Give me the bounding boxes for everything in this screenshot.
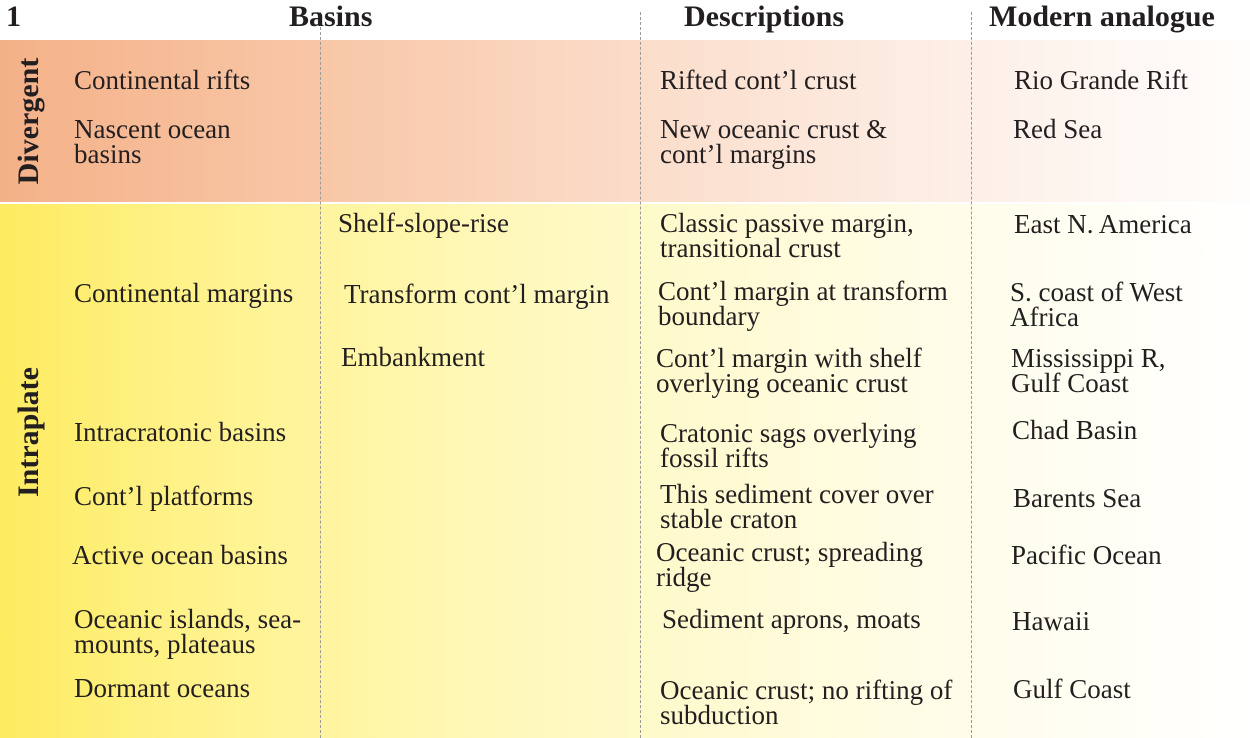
sub-basin-cell: Transform cont’l margin xyxy=(344,279,610,309)
basin-cell: Oceanic islands, sea- mounts, plateaus xyxy=(74,604,302,659)
header-modern-analogue: Modern analogue xyxy=(989,0,1215,33)
analogue-cell: Gulf Coast xyxy=(1013,674,1131,704)
description-cell: Rifted cont’l crust xyxy=(660,65,857,95)
basin-cell: Dormant oceans xyxy=(74,673,251,703)
description-cell: New oceanic crust & cont’l margins xyxy=(660,114,888,169)
analogue-cell: Mississippi R, Gulf Coast xyxy=(1011,343,1166,398)
column-divider-analogue xyxy=(971,12,972,738)
analogue-cell: Hawaii xyxy=(1012,606,1090,636)
analogue-cell: Chad Basin xyxy=(1012,415,1138,445)
description-cell: This sediment cover over stable craton xyxy=(660,479,934,534)
header-descriptions: Descriptions xyxy=(684,0,844,33)
header-basins: Basins xyxy=(289,0,373,33)
analogue-cell: S. coast of West Africa xyxy=(1010,277,1183,332)
basin-cell: Cont’l platforms xyxy=(74,481,254,511)
analogue-cell: Barents Sea xyxy=(1013,483,1142,513)
column-divider-descriptions xyxy=(640,12,641,738)
column-divider-sub xyxy=(320,12,321,738)
basin-cell: Nascent ocean basins xyxy=(74,114,231,169)
analogue-cell: Red Sea xyxy=(1013,114,1103,144)
analogue-cell: East N. America xyxy=(1014,209,1192,239)
description-cell: Oceanic crust; no rifting of subduction xyxy=(660,675,953,730)
description-cell: Cont’l margin at transform boundary xyxy=(658,276,948,331)
group-label-intraplate: Intraplate xyxy=(12,367,45,497)
basin-cell: Active ocean basins xyxy=(72,540,288,570)
figure-number: 1 xyxy=(6,0,21,33)
sub-basin-cell: Shelf-slope-rise xyxy=(338,208,509,238)
group-label-divergent: Divergent xyxy=(12,57,45,185)
description-cell: Classic passive margin, transitional crust xyxy=(660,208,914,263)
analogue-cell: Rio Grande Rift xyxy=(1014,65,1188,95)
description-cell: Sediment aprons, moats xyxy=(662,604,921,634)
description-cell: Oceanic crust; spreading ridge xyxy=(656,537,923,592)
description-cell: Cratonic sags overlying fossil rifts xyxy=(660,418,917,473)
sub-basin-cell: Embankment xyxy=(341,342,485,372)
description-cell: Cont’l margin with shelf overlying oceanic crust xyxy=(656,343,922,398)
basin-cell: Intracratonic basins xyxy=(74,417,287,447)
analogue-cell: Pacific Ocean xyxy=(1011,540,1162,570)
basin-cell: Continental rifts xyxy=(74,65,251,95)
basin-cell: Continental margins xyxy=(74,278,294,308)
